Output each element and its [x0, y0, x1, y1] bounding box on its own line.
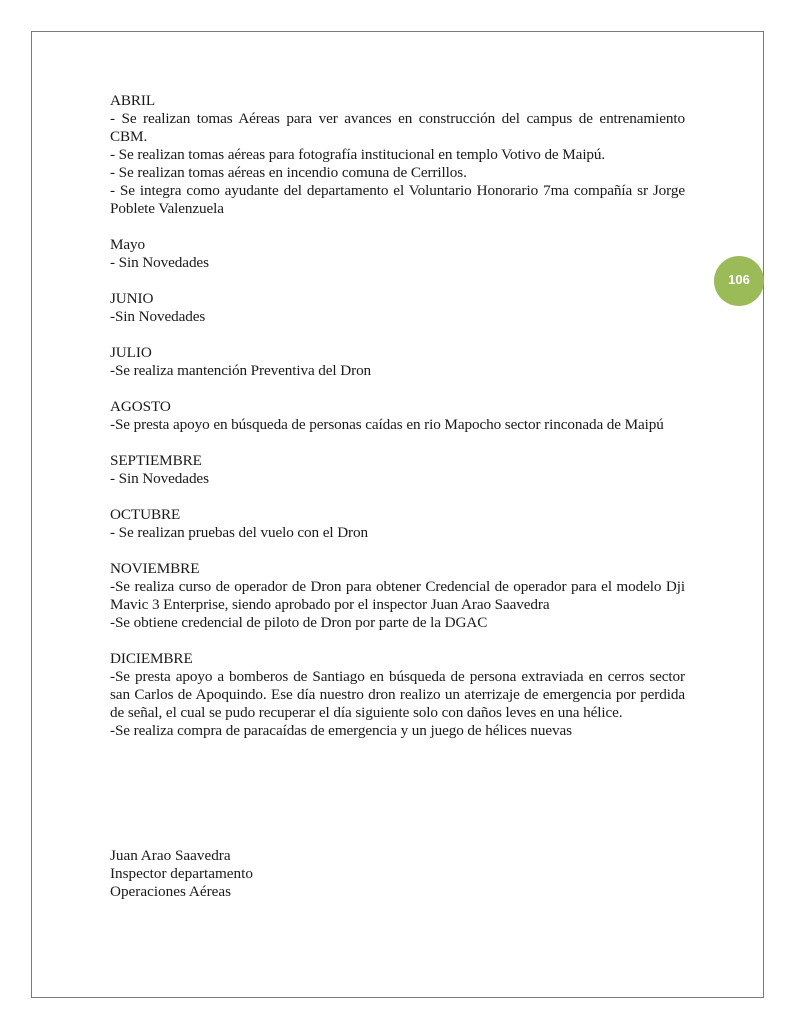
signature-block — [110, 847, 253, 901]
section-entry: -Se obtiene credencial de piloto de Dron por parte de la DGAC — [110, 614, 488, 631]
section-entry: -Se realiza curso de operador de Dron para obtener Credencial de operador para el modelo Dji Mavic 3 Enterprise, siendo aprobado por el inspector Juan Arao Saavedra — [110, 578, 685, 613]
section-entry: -Se realiza mantención Preventiva del Dron — [110, 362, 372, 379]
section-entry: -Sin Novedades — [110, 308, 206, 325]
section-agosto — [110, 398, 685, 434]
section-title: ABRIL — [110, 92, 156, 109]
section-title: DICIEMBRE — [110, 650, 193, 667]
section-diciembre — [110, 650, 685, 740]
section-entry: -Se presta apoyo en búsqueda de personas caídas en rio Mapocho sector rinconada de Maipú — [110, 416, 664, 433]
report-body — [110, 92, 685, 758]
section-title: Mayo — [110, 236, 146, 253]
section-title: SEPTIEMBRE — [110, 452, 202, 469]
section-entry: - Se realizan tomas Aéreas para ver avances en construcción del campus de entrenamiento CBM. — [110, 110, 685, 145]
signature-name: Juan Arao Saavedra — [110, 847, 231, 864]
section-julio — [110, 344, 685, 380]
section-abril — [110, 92, 685, 218]
section-title: JULIO — [110, 344, 152, 361]
section-entry: -Se realiza compra de paracaídas de emergencia y un juego de hélices nuevas — [110, 722, 572, 739]
section-mayo — [110, 236, 685, 272]
signature-unit: Operaciones Aéreas — [110, 883, 232, 900]
signature-role: Inspector departamento — [110, 865, 253, 882]
section-entry: - Sin Novedades — [110, 254, 209, 271]
section-entry: - Se realizan tomas aéreas en incendio comuna de Cerrillos. — [110, 164, 467, 181]
page-number-badge — [714, 256, 764, 306]
section-entry: - Se realizan pruebas del vuelo con el Dron — [110, 524, 369, 541]
section-title: NOVIEMBRE — [110, 560, 200, 577]
section-entry: - Se realizan tomas aéreas para fotografía institucional en templo Votivo de Maipú. — [110, 146, 606, 163]
section-entry: - Se integra como ayudante del departamento el Voluntario Honorario 7ma compañía sr Jorge Poblete Valenzuela — [110, 182, 685, 217]
section-junio — [110, 290, 685, 326]
section-title: JUNIO — [110, 290, 154, 307]
section-entry: -Se presta apoyo a bomberos de Santiago en búsqueda de persona extraviada en cerros sector san Carlos de Apoquindo. Ese día nuestro dron realizo un aterrizaje de emergencia por perdida de señal, el cual se pudo recuperar el día siguiente solo con daños leves en una hélice. — [110, 668, 685, 721]
page-number: 106 — [728, 271, 750, 287]
section-entry: - Sin Novedades — [110, 470, 209, 487]
section-title: OCTUBRE — [110, 506, 181, 523]
section-title: AGOSTO — [110, 398, 171, 415]
section-octubre — [110, 506, 685, 542]
section-noviembre — [110, 560, 685, 632]
section-septiembre — [110, 452, 685, 488]
